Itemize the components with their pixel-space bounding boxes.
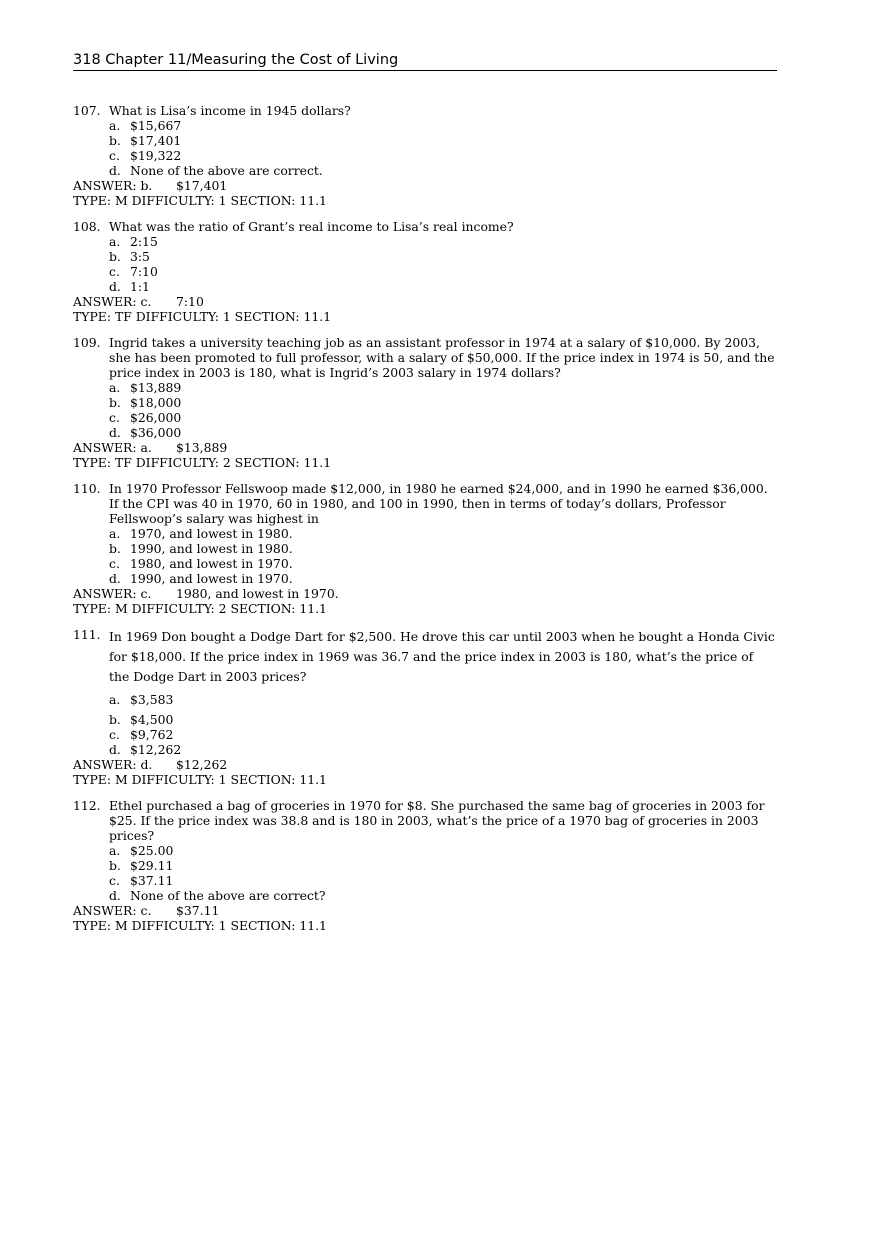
option-letter: d. [109, 888, 121, 903]
answer-options [73, 234, 777, 294]
answer-label: ANSWER: c. [73, 586, 152, 601]
answer-text: $17,401 [176, 178, 228, 193]
option-text: 1990, and lowest in 1970. [130, 571, 293, 586]
option-d [109, 163, 777, 178]
question-meta: TYPE: TF DIFFICULTY: 1 SECTION: 11.1 [73, 309, 332, 324]
question-text: In 1969 Don bought a Dodge Dart for $2,500. He drove this car until 2003 when he bought a Honda Civic for $18,000. If the price index in 1969 was 36.7 and the price index in 2003 is 180, what’s the price of the Dodge Dart in 2003 prices? [109, 629, 775, 684]
option-letter: b. [109, 712, 121, 727]
option-a [109, 843, 777, 858]
option-text: 1990, and lowest in 1980. [130, 541, 293, 556]
question-111 [73, 627, 777, 787]
option-text: $15,667 [130, 118, 182, 133]
answer-line [73, 757, 777, 772]
question-text: Ingrid takes a university teaching job as an assistant professor in 1974 at a salary of $10,000. By 2003, she has been promoted to full professor, with a salary of $50,000. If the price index in 1974 is 50, and the price index in 2003 is 180, what is Ingrid’s 2003 salary in 1974 dollars? [109, 335, 775, 380]
answer-text: $13,889 [176, 440, 228, 455]
question-number: 108. [73, 219, 101, 234]
question-text: What was the ratio of Grant’s real income to Lisa’s real income? [109, 219, 514, 234]
answer-text: 1980, and lowest in 1970. [176, 586, 339, 601]
option-letter: b. [109, 249, 121, 264]
option-letter: c. [109, 148, 120, 163]
answer-text: $12,262 [176, 757, 228, 772]
answer-options [73, 380, 777, 440]
question-meta: TYPE: TF DIFFICULTY: 2 SECTION: 11.1 [73, 455, 332, 470]
option-text: 3:5 [130, 249, 150, 264]
option-text: $37.11 [130, 873, 174, 888]
option-b [109, 541, 777, 556]
question-number: 109. [73, 335, 101, 350]
option-b [109, 395, 777, 410]
answer-text: $37.11 [176, 903, 220, 918]
page-number: 318 [73, 52, 101, 68]
option-d [109, 425, 777, 440]
question-109 [73, 335, 777, 470]
option-text: 1:1 [130, 279, 150, 294]
option-d [109, 279, 777, 294]
option-text: $26,000 [130, 410, 182, 425]
answer-options [73, 692, 777, 757]
option-text: 1970, and lowest in 1980. [130, 526, 293, 541]
option-text: 7:10 [130, 264, 158, 279]
option-text: 1980, and lowest in 1970. [130, 556, 293, 571]
option-b [109, 858, 777, 873]
question-meta: TYPE: M DIFFICULTY: 1 SECTION: 11.1 [73, 193, 327, 208]
option-letter: b. [109, 858, 121, 873]
option-c [109, 148, 777, 163]
question-107 [73, 103, 777, 208]
option-text: $36,000 [130, 425, 182, 440]
option-text: $25.00 [130, 843, 174, 858]
option-letter: c. [109, 556, 120, 571]
answer-options [73, 118, 777, 178]
answer-text: 7:10 [176, 294, 204, 309]
question-number: 110. [73, 481, 101, 496]
option-text: None of the above are correct. [130, 163, 323, 178]
page-header [73, 50, 777, 71]
option-letter: d. [109, 742, 121, 757]
question-text: What is Lisa’s income in 1945 dollars? [109, 103, 351, 118]
option-text: $19,322 [130, 148, 182, 163]
answer-options [73, 843, 777, 903]
question-110 [73, 481, 777, 616]
question-meta: TYPE: M DIFFICULTY: 2 SECTION: 11.1 [73, 601, 327, 616]
answer-label: ANSWER: c. [73, 903, 152, 918]
option-letter: c. [109, 873, 120, 888]
option-c [109, 410, 777, 425]
question-meta: TYPE: M DIFFICULTY: 1 SECTION: 11.1 [73, 918, 327, 933]
answer-line [73, 294, 777, 309]
answer-label: ANSWER: c. [73, 294, 152, 309]
question-list [73, 103, 777, 944]
option-text: $18,000 [130, 395, 182, 410]
option-letter: d. [109, 279, 121, 294]
option-c [109, 556, 777, 571]
option-letter: a. [109, 526, 121, 541]
option-d [109, 571, 777, 586]
option-c [109, 727, 777, 742]
question-number: 111. [73, 627, 101, 642]
option-letter: a. [109, 234, 121, 249]
option-letter: c. [109, 410, 120, 425]
question-text: Ethel purchased a bag of groceries in 1970 for $8. She purchased the same bag of groceries in 2003 for $25. If the price index was 38.8 and is 180 in 2003, what’s the price of a 1970 bag of groceries in 2003 prices? [109, 798, 765, 843]
answer-line [73, 903, 777, 918]
option-text: $12,262 [130, 742, 182, 757]
answer-label: ANSWER: a. [73, 440, 152, 455]
option-letter: a. [109, 380, 121, 395]
option-letter: d. [109, 163, 121, 178]
question-meta: TYPE: M DIFFICULTY: 1 SECTION: 11.1 [73, 772, 327, 787]
option-a [109, 118, 777, 133]
option-letter: b. [109, 541, 121, 556]
question-number: 112. [73, 798, 101, 813]
answer-label: ANSWER: b. [73, 178, 153, 193]
option-text: $4,500 [130, 712, 174, 727]
option-d [109, 742, 777, 757]
option-text: $29.11 [130, 858, 174, 873]
question-108 [73, 219, 777, 324]
option-text: $13,889 [130, 380, 182, 395]
option-c [109, 264, 777, 279]
option-a [109, 692, 777, 707]
option-b [109, 249, 777, 264]
answer-line [73, 586, 777, 601]
option-text: None of the above are correct? [130, 888, 326, 903]
option-letter: c. [109, 727, 120, 742]
question-112 [73, 798, 777, 933]
option-b [109, 133, 777, 148]
option-a [109, 234, 777, 249]
answer-line [73, 440, 777, 455]
option-text: 2:15 [130, 234, 158, 249]
option-letter: b. [109, 133, 121, 148]
answer-label: ANSWER: d. [73, 757, 153, 772]
chapter-title: Chapter 11/Measuring the Cost of Living [105, 52, 399, 68]
question-number: 107. [73, 103, 101, 118]
option-text: $3,583 [130, 692, 174, 707]
option-text: $9,762 [130, 727, 174, 742]
answer-line [73, 178, 777, 193]
option-a [109, 380, 777, 395]
question-text: In 1970 Professor Fellswoop made $12,000, in 1980 he earned $24,000, and in 1990 he earned $36,000. If the CPI was 40 in 1970, 60 in 1980, and 100 in 1990, then in terms of today’s dollars, Professor Fellswoop’s salary was highest in [109, 481, 768, 526]
option-letter: c. [109, 264, 120, 279]
option-text: $17,401 [130, 133, 182, 148]
option-letter: a. [109, 843, 121, 858]
option-letter: d. [109, 571, 121, 586]
option-letter: a. [109, 118, 121, 133]
option-letter: b. [109, 395, 121, 410]
option-c [109, 873, 777, 888]
option-b [109, 712, 777, 727]
answer-options [73, 526, 777, 586]
option-letter: a. [109, 692, 121, 707]
option-d [109, 888, 777, 903]
option-letter: d. [109, 425, 121, 440]
option-a [109, 526, 777, 541]
